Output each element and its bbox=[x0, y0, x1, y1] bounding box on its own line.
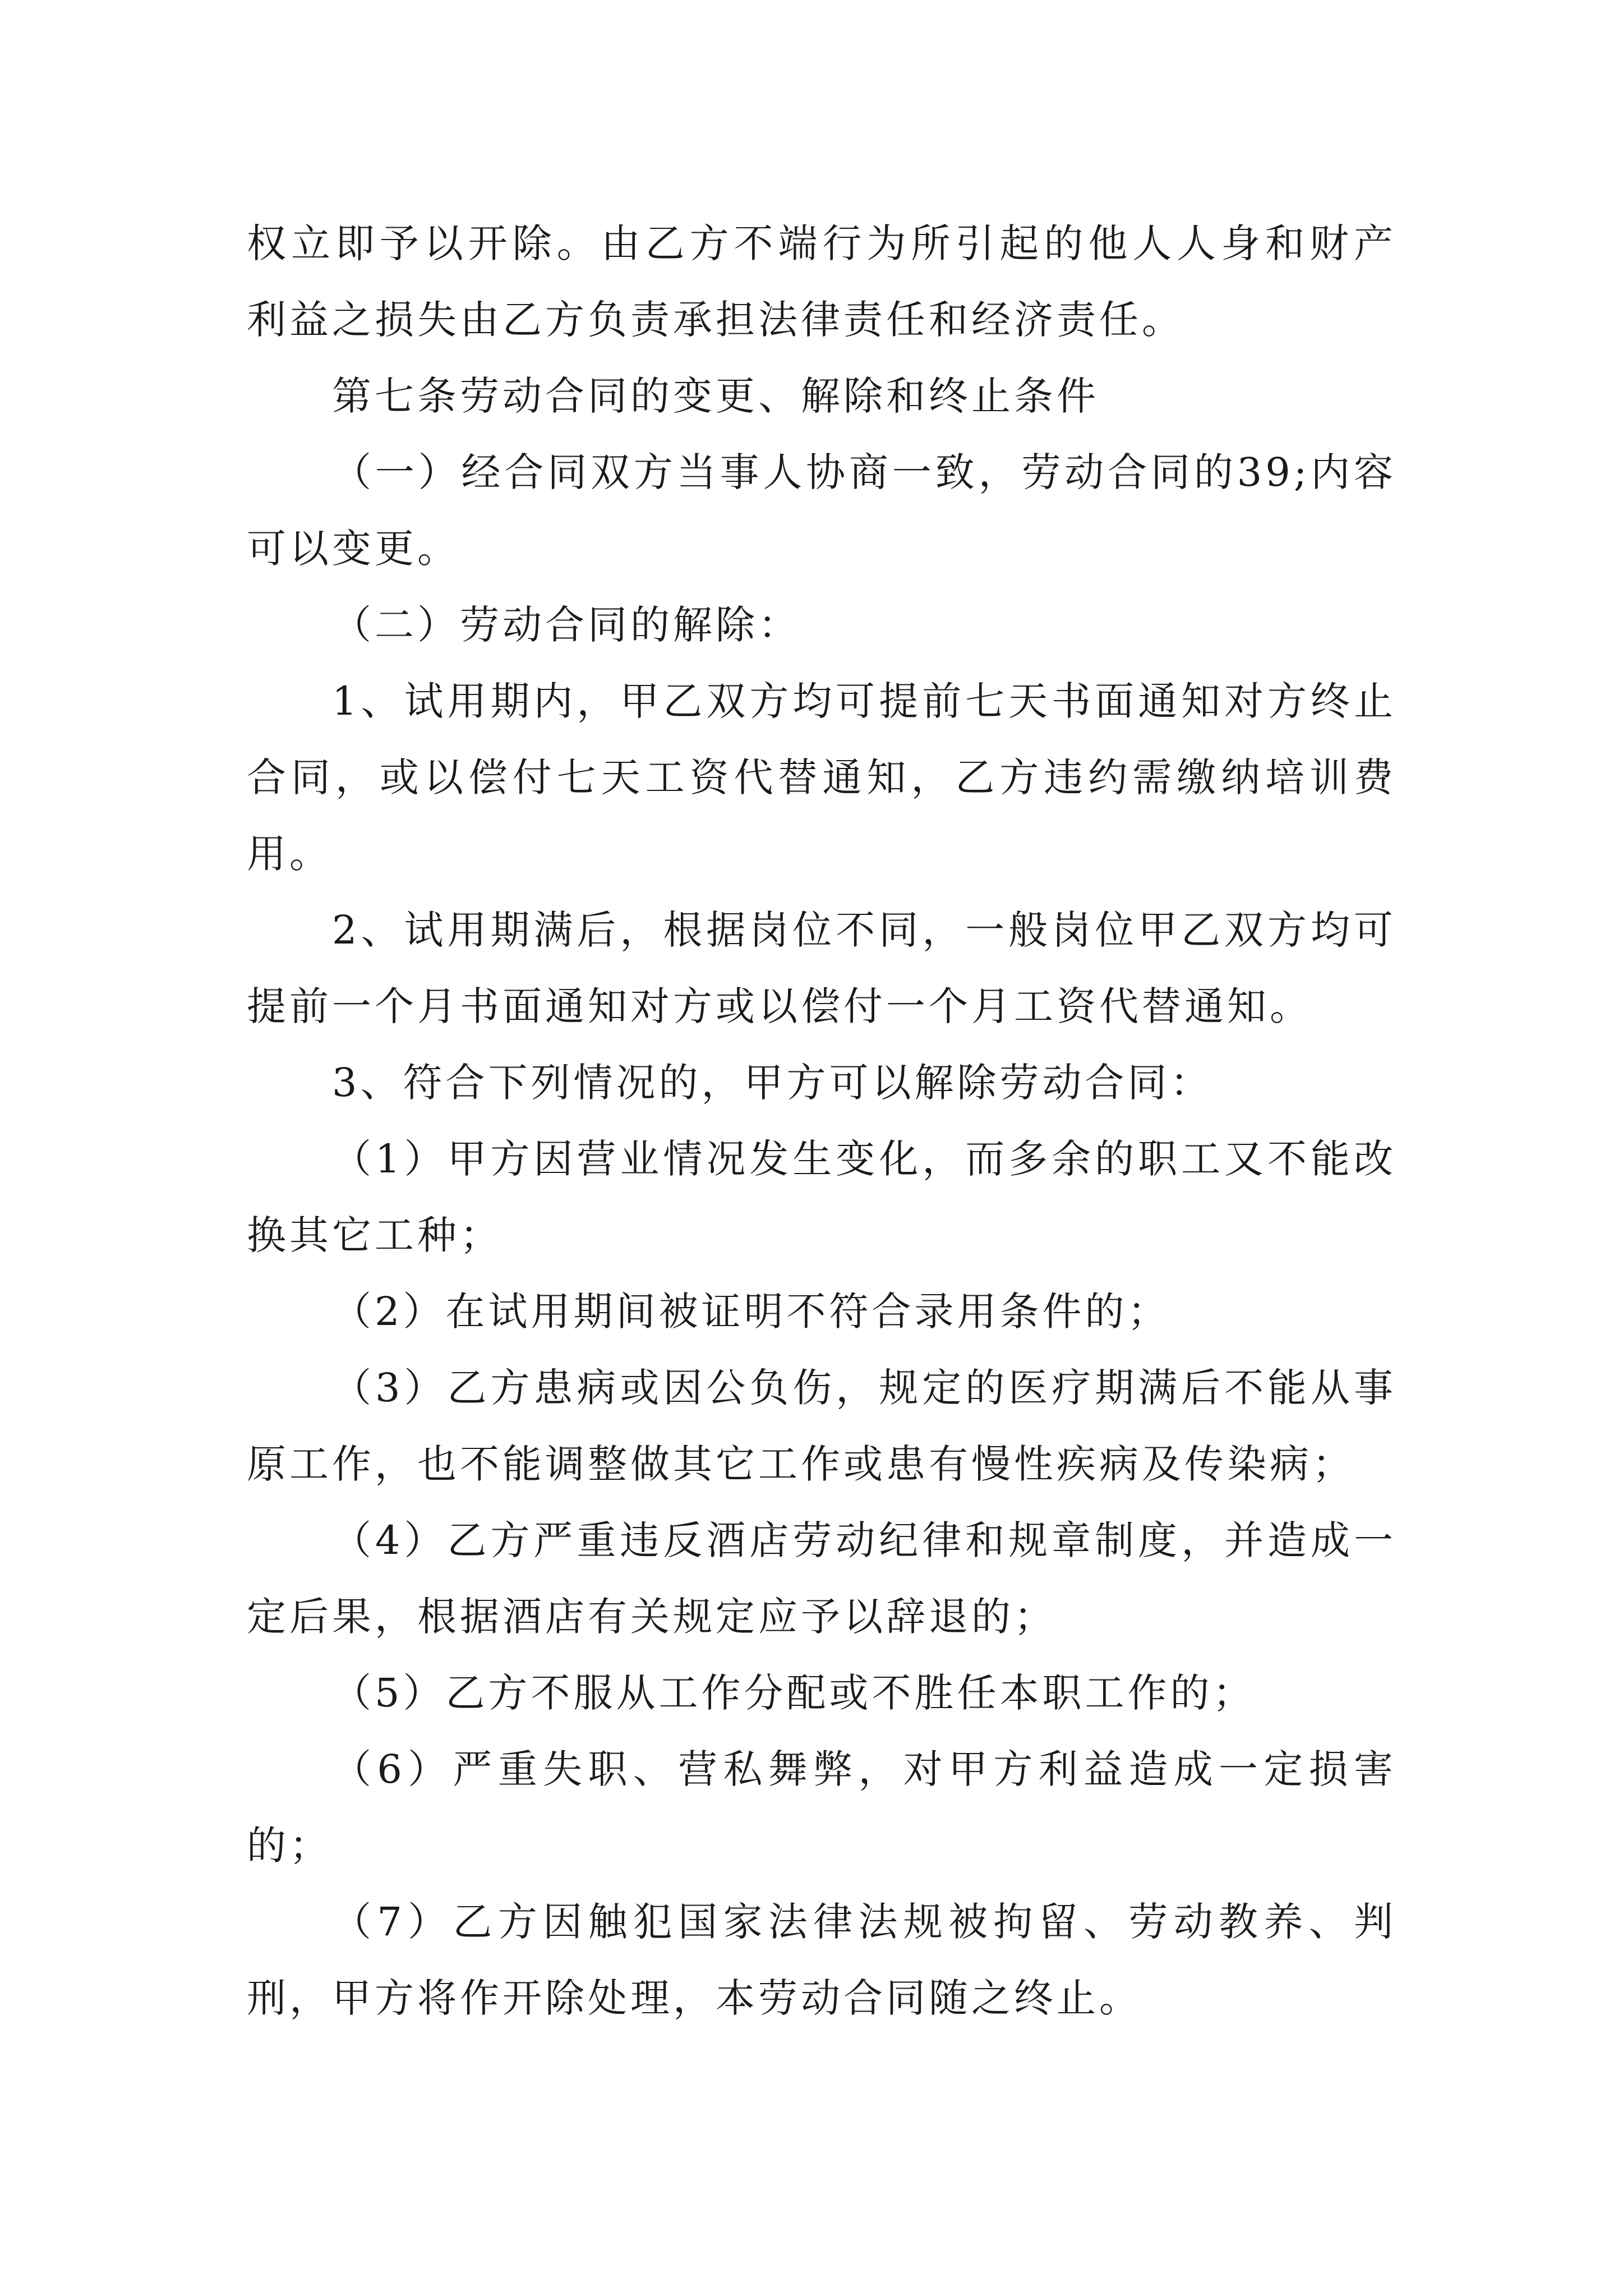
condition-7: （7）乙方因触犯国家法律法规被拘留、劳动教养、判刑，甲方将作开除处理，本劳动合同随之终止。 bbox=[247, 1899, 1396, 2021]
condition-1: （1）甲方因营业情况发生变化，而多余的职工又不能改换其它工种； bbox=[247, 1136, 1396, 1258]
paragraph-dismissal-liability: 权立即予以开除。由乙方不端行为所引起的他人人身和财产利益之损失由乙方负责承担法律责任和经济责任。 bbox=[247, 220, 1396, 343]
clause-contract-change: （一）经合同双方当事人协商一致，劳动合同的39;内容可以变更。 bbox=[247, 449, 1396, 572]
item-post-probation-termination: 2、试用期满后，根据岗位不同，一般岗位甲乙双方均可提前一个月书面通知对方或以偿付一个月工资代替通知。 bbox=[247, 907, 1396, 1029]
condition-6: （6）严重失职、营私舞弊，对甲方利益造成一定损害的； bbox=[247, 1746, 1396, 1869]
document-body bbox=[247, 205, 1396, 2036]
clause-contract-termination-heading: （二）劳动合同的解除： bbox=[332, 602, 801, 648]
article-seven-heading: 第七条劳动合同的变更、解除和终止条件 bbox=[332, 373, 1099, 419]
condition-2: （2）在试用期间被证明不符合录用条件的； bbox=[332, 1289, 1170, 1335]
item-employer-termination-conditions: 3、符合下列情况的，甲方可以解除劳动合同： bbox=[332, 1060, 1213, 1106]
item-probation-termination: 1、试用期内，甲乙双方均可提前七天书面通知对方终止合同，或以偿付七天工资代替通知，乙方违约需缴纳培训费用。 bbox=[247, 678, 1396, 877]
condition-3: （3）乙方患病或因公负伤，规定的医疗期满后不能从事原工作，也不能调整做其它工作或患有慢性疾病及传染病； bbox=[247, 1365, 1396, 1487]
condition-5: （5）乙方不服从工作分配或不胜任本职工作的； bbox=[332, 1670, 1256, 1716]
condition-4: （4）乙方严重违反酒店劳动纪律和规章制度，并造成一定后果，根据酒店有关规定应予以辞退的； bbox=[247, 1517, 1396, 1640]
